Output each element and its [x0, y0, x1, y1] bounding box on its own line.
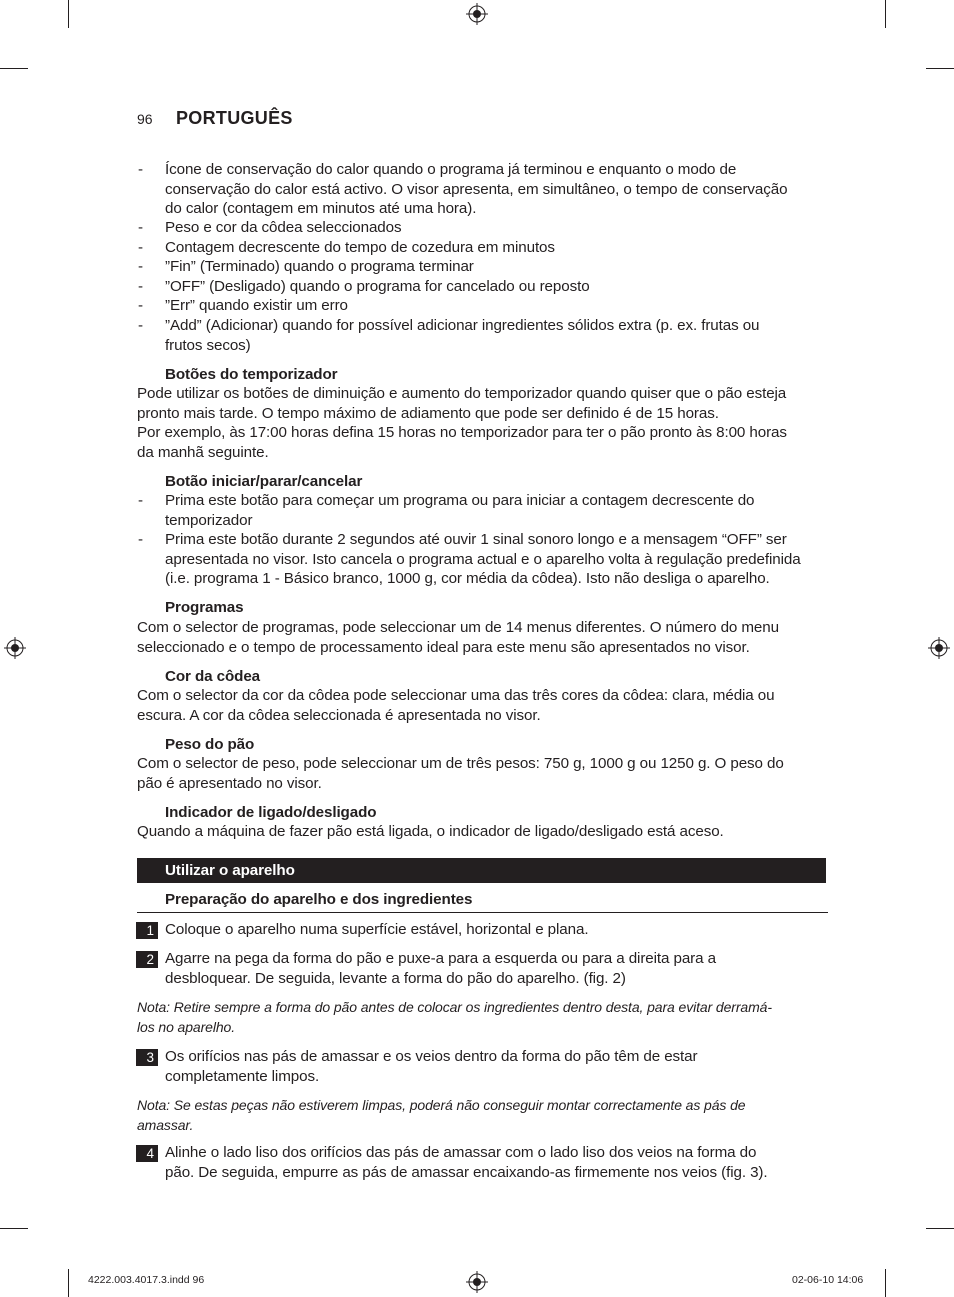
- list-item-line: Prima este botão para começar um programa ou para iniciar a contagem decrescente do: [165, 492, 755, 509]
- paragraph-line: Pode utilizar os botões de diminuição e aumento do temporizador quando quiser que o pão esteja: [137, 385, 787, 402]
- list-item-line: Peso e cor da côdea seleccionados: [165, 219, 402, 236]
- list-item-line: ”Add” (Adicionar) quando for possível adicionar ingredientes sólidos extra (p. ex. frutas ou: [165, 317, 760, 334]
- paragraph-line: escura. A cor da côdea seleccionada é apresentada no visor.: [137, 706, 541, 724]
- paragraph-line: Com o selector de programas, pode seleccionar um de 14 menus diferentes. O número do menu: [137, 619, 779, 636]
- crop-mark: [926, 68, 954, 69]
- note-line: Nota: Retire sempre a forma do pão antes de colocar os ingredientes dentro desta, para evitar derramá-: [137, 999, 772, 1015]
- step-line: Alinhe o lado liso dos orifícios das pás de amassar com o lado liso dos veios na forma do: [165, 1144, 757, 1161]
- list-item-line: Ícone de conservação do calor quando o programa já terminou e enquanto o modo de: [165, 161, 737, 178]
- crop-mark: [0, 1228, 28, 1229]
- bullet-dash: -: [138, 219, 144, 236]
- paragraph-line: Com o selector da cor da côdea pode seleccionar uma das três cores da côdea: clara, média ou: [137, 687, 775, 704]
- section-heading: Cor da côdea: [165, 668, 261, 685]
- page-language-title: PORTUGUÊS: [176, 108, 293, 128]
- subsection-heading: Preparação do aparelho e dos ingredientes: [165, 891, 473, 908]
- section-bar-title: Utilizar o aparelho: [165, 862, 295, 879]
- list-item-line: ”Fin” (Terminado) quando o programa terminar: [165, 258, 474, 275]
- list-item-line: temporizador: [165, 511, 253, 529]
- step-line: Coloque o aparelho numa superfície estável, horizontal e plana.: [165, 921, 589, 938]
- crop-mark: [68, 0, 69, 28]
- bullet-dash: -: [138, 317, 144, 334]
- list-item-line: Contagem decrescente do tempo de cozedura em minutos: [165, 239, 555, 256]
- bullet-dash: -: [138, 492, 144, 509]
- list-item-line: (i.e. programa 1 - Básico branco, 1000 g, cor média da côdea). Isto não desliga o aparelho.: [165, 570, 770, 587]
- note-line: amassar.: [137, 1116, 194, 1133]
- section-heading: Programas: [165, 599, 244, 616]
- divider: [137, 912, 828, 913]
- note-line: los no aparelho.: [137, 1018, 236, 1035]
- crop-mark: [0, 68, 28, 69]
- paragraph-line: pronto mais tarde. O tempo máximo de adiamento que pode ser definido é de 15 horas.: [137, 404, 719, 422]
- list-item-line: do calor (contagem em minutos até uma hora).: [165, 200, 477, 217]
- registration-mark-icon: [466, 3, 488, 25]
- section-heading: Botões do temporizador: [165, 366, 338, 383]
- bullet-dash: -: [138, 239, 144, 256]
- paragraph-line: seleccionado e o tempo de processamento ideal para este menu são apresentados no visor.: [137, 638, 750, 656]
- registration-mark-icon: [4, 637, 26, 659]
- bullet-dash: -: [138, 161, 144, 178]
- step-number: 2: [136, 951, 158, 968]
- step-number: 3: [136, 1049, 158, 1066]
- paragraph-line: Por exemplo, às 17:00 horas defina 15 horas no temporizador para ter o pão pronto às 8:00 horas: [137, 424, 787, 441]
- step-number: 1: [136, 922, 158, 939]
- list-item-line: ”OFF” (Desligado) quando o programa for cancelado ou reposto: [165, 278, 590, 295]
- step-line: pão. De seguida, empurre as pás de amassar encaixando-as firmemente nos veios (fig. 3).: [165, 1163, 768, 1181]
- bullet-dash: -: [138, 297, 144, 314]
- crop-mark: [885, 0, 886, 28]
- step-number: 4: [136, 1145, 158, 1162]
- list-item-line: apresentada no visor. Isto cancela o programa actual e o aparelho volta à regulação predefinida: [165, 550, 801, 568]
- slug-file: 4222.003.4017.3.indd 96: [88, 1274, 205, 1286]
- bullet-dash: -: [138, 258, 144, 275]
- paragraph-line: Quando a máquina de fazer pão está ligada, o indicador de ligado/desligado está aceso.: [137, 823, 724, 840]
- paragraph-line: da manhã seguinte.: [137, 443, 269, 461]
- registration-mark-icon: [466, 1271, 488, 1293]
- section-heading: Peso do pão: [165, 736, 255, 753]
- step-line: desbloquear. De seguida, levante a forma do pão do aparelho. (fig. 2): [165, 969, 626, 987]
- list-item-line: conservação do calor está activo. O visor apresenta, em simultâneo, o tempo de conservação: [165, 180, 788, 198]
- list-item-line: ”Err” quando existir um erro: [165, 297, 348, 314]
- bullet-dash: -: [138, 531, 144, 548]
- page-number: 96: [137, 111, 153, 127]
- list-item-line: frutos secos): [165, 336, 251, 354]
- section-heading: Botão iniciar/parar/cancelar: [165, 473, 363, 490]
- section-heading: Indicador de ligado/desligado: [165, 804, 377, 821]
- paragraph-line: pão é apresentado no visor.: [137, 774, 322, 792]
- crop-mark: [68, 1269, 69, 1297]
- step-line: Agarre na pega da forma do pão e puxe-a para a esquerda ou para a direita para a: [165, 950, 716, 967]
- paragraph-line: Com o selector de peso, pode seleccionar um de três pesos: 750 g, 1000 g ou 1250 g. O peso do: [137, 755, 784, 772]
- registration-mark-icon: [928, 637, 950, 659]
- crop-mark: [885, 1269, 886, 1297]
- list-item-line: Prima este botão durante 2 segundos até ouvir 1 sinal sonoro longo e a mensagem “OFF” ser: [165, 531, 787, 548]
- step-line: completamente limpos.: [165, 1067, 320, 1085]
- step-line: Os orifícios nas pás de amassar e os veios dentro da forma do pão têm de estar: [165, 1048, 698, 1065]
- crop-mark: [926, 1228, 954, 1229]
- slug-date: 02-06-10 14:06: [792, 1274, 864, 1286]
- bullet-dash: -: [138, 278, 144, 295]
- note-line: Nota: Se estas peças não estiverem limpas, poderá não conseguir montar correctamente as pás de: [137, 1097, 746, 1113]
